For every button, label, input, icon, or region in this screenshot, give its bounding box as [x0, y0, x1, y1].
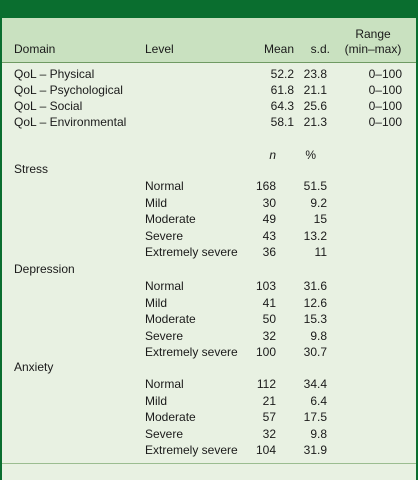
qol-mean-value: 52.2	[270, 67, 294, 81]
percent-value: 30.7	[303, 345, 327, 359]
header-divider	[0, 62, 418, 63]
qol-sd-value: 25.6	[303, 99, 327, 113]
level-label: Severe	[145, 329, 184, 343]
qol-domain-label: QoL – Environmental	[14, 115, 127, 129]
percent-value: 31.9	[303, 443, 327, 457]
level-label: Moderate	[145, 212, 196, 226]
count-value: 104	[255, 443, 276, 457]
level-label: Mild	[145, 394, 168, 408]
percent-value: 51.5	[303, 179, 327, 193]
qol-range-value: 0–100	[368, 99, 402, 113]
qol-mean-value: 61.8	[270, 83, 294, 97]
percent-value: 34.4	[303, 377, 327, 391]
percent-value: 17.5	[303, 410, 327, 424]
level-label: Mild	[145, 196, 168, 210]
level-label: Extremely severe	[145, 443, 238, 457]
percent-value: 15.3	[303, 312, 327, 326]
col-header-range-line1: Range	[355, 27, 391, 41]
count-value: 112	[256, 377, 276, 391]
percent-value: 13.2	[303, 229, 327, 243]
level-label: Severe	[145, 229, 184, 243]
percent-value: 11	[314, 245, 327, 259]
qol-sd-value: 21.1	[303, 83, 327, 97]
col-header-domain: Domain	[14, 42, 56, 56]
level-label: Mild	[145, 296, 168, 310]
count-value: 32	[262, 427, 276, 441]
level-label: Extremely severe	[145, 245, 238, 259]
level-label: Moderate	[145, 410, 196, 424]
left-border	[0, 0, 2, 480]
percent-value: 6.4	[310, 394, 327, 408]
count-value: 49	[262, 212, 276, 226]
percent-value: 12.6	[303, 296, 327, 310]
level-label: Moderate	[145, 312, 196, 326]
count-value: 41	[262, 296, 276, 310]
level-label: Normal	[145, 377, 184, 391]
level-label: Normal	[145, 279, 184, 293]
qol-sd-value: 23.8	[303, 67, 327, 81]
level-label: Extremely severe	[145, 345, 238, 359]
qol-domain-label: QoL – Physical	[14, 67, 95, 81]
count-value: 36	[262, 245, 276, 259]
count-value: 103	[255, 279, 276, 293]
col-header-range-line2: (min–max)	[344, 42, 402, 56]
qol-domain-label: QoL – Social	[14, 99, 83, 113]
group-label: Anxiety	[14, 360, 54, 374]
count-value: 21	[262, 394, 276, 408]
qol-mean-value: 64.3	[270, 99, 294, 113]
group-label: Depression	[14, 262, 75, 276]
percent-value: 9.2	[310, 196, 327, 210]
count-value: 43	[262, 229, 276, 243]
footer-divider	[0, 463, 418, 464]
count-value: 100	[255, 345, 276, 359]
percent-value: 9.8	[310, 329, 327, 343]
qol-domain-label: QoL – Psychological	[14, 83, 123, 97]
count-value: 32	[262, 329, 276, 343]
qol-sd-value: 21.3	[303, 115, 327, 129]
level-label: Normal	[145, 179, 184, 193]
qol-mean-value: 58.1	[270, 115, 294, 129]
count-value: 50	[262, 312, 276, 326]
percent-value: 15	[313, 212, 327, 226]
table-top-bar	[0, 0, 418, 18]
col-header-mean: Mean	[263, 42, 294, 56]
col-header-sd: s.d.	[310, 42, 330, 56]
col-header-n: n	[269, 148, 276, 162]
col-header-percent: %	[305, 148, 316, 162]
count-value: 57	[262, 410, 276, 424]
col-header-level: Level	[145, 42, 174, 56]
level-label: Severe	[145, 427, 184, 441]
group-label: Stress	[14, 162, 49, 176]
count-value: 168	[255, 179, 276, 193]
count-value: 30	[262, 196, 276, 210]
percent-value: 31.6	[303, 279, 327, 293]
qol-range-value: 0–100	[368, 67, 402, 81]
qol-range-value: 0–100	[368, 83, 402, 97]
percent-value: 9.8	[310, 427, 327, 441]
qol-range-value: 0–100	[368, 115, 402, 129]
